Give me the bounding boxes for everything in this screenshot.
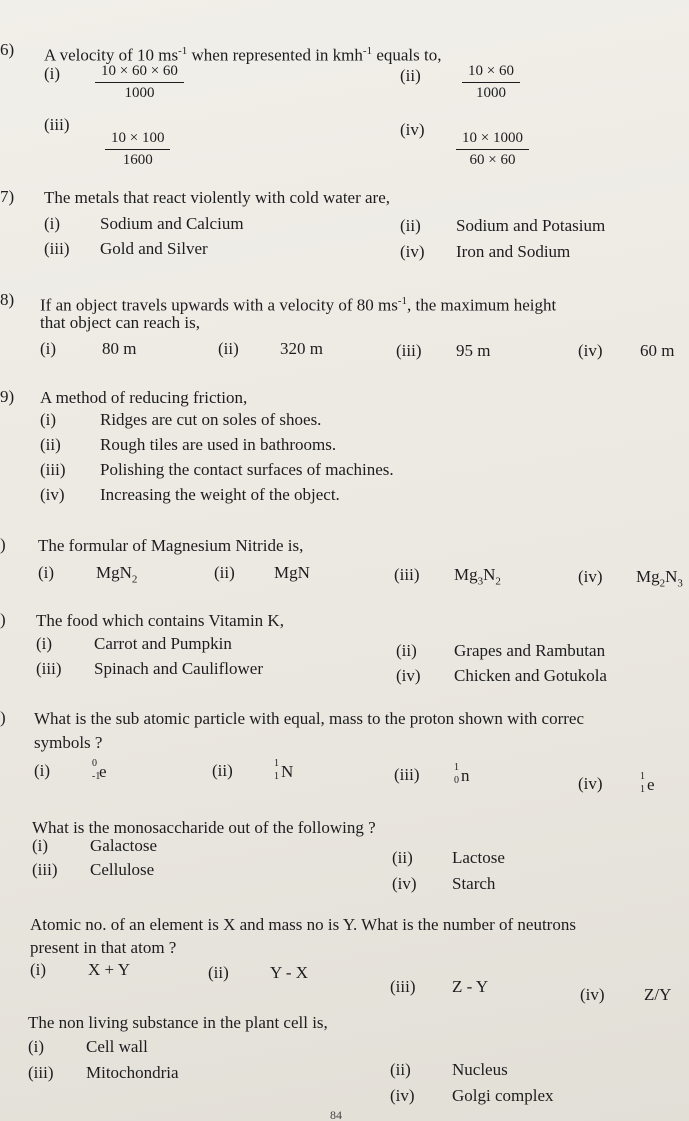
- isotope-symbol: 1 1 N: [274, 758, 294, 783]
- option: (ii) Sodium and Potasium: [400, 216, 606, 235]
- question-text: The food which contains Vitamin K,: [36, 611, 284, 630]
- option: (i) Galactose: [32, 836, 158, 855]
- fraction-option-2: $\frac{10 \times 60}{1000}$: [462, 63, 520, 102]
- option: (iii) Mitochondria: [28, 1063, 179, 1082]
- option: (ii) Grapes and Rambutan: [396, 641, 606, 660]
- question-text: The metals that react violently with cold water are,: [44, 188, 391, 207]
- question-number: ): [0, 535, 6, 554]
- fraction-option-3: $\frac{10 \times 100}{1600}$: [105, 130, 170, 169]
- option-label: (iv): [400, 120, 425, 139]
- question-text: What is the sub atomic particle with equal, mass to the proton shown with correc: [34, 709, 585, 728]
- option: (iii) Spinach and Cauliflower: [36, 659, 264, 678]
- option: (i) Sodium and Calcium: [44, 214, 244, 233]
- option: (i) Ridges are cut on soles of shoes.: [40, 410, 322, 429]
- question-text: Atomic no. of an element is X and mass no is Y. What is the number of neutrons: [30, 915, 576, 934]
- option: (ii) Y - X: [208, 963, 309, 982]
- question-text-line2: symbols ?: [34, 733, 103, 752]
- option: (ii) Rough tiles are used in bathrooms.: [40, 435, 337, 454]
- isotope-symbol: 1 0 n: [454, 762, 470, 787]
- option: (i) MgN$_2$: [38, 563, 138, 586]
- question-number: ): [0, 708, 6, 727]
- fraction-option-1: $\frac{10 \times 60 \times 60}{1000}$: [95, 63, 184, 102]
- option: (i) Cell wall: [28, 1037, 148, 1056]
- question-text-line2: that object can reach is,: [40, 313, 201, 332]
- question-number: 7): [0, 187, 15, 206]
- option: (i) X + Y: [30, 960, 131, 979]
- fraction-option-4: $\frac{10 \times 1000}{60 \times 60}$: [456, 130, 529, 169]
- option: (iv) Starch: [392, 874, 496, 893]
- option: (ii) 320 m: [218, 339, 323, 358]
- option: (iv) 60 m: [578, 341, 675, 360]
- option: (iv) Increasing the weight of the object.: [40, 485, 340, 504]
- option-label: (ii): [400, 66, 421, 85]
- question-text: The formular of Magnesium Nitride is,: [38, 536, 304, 555]
- option: (iii) Cellulose: [32, 860, 155, 879]
- option: (iii) 95 m: [396, 341, 491, 360]
- question-number: 8): [0, 290, 15, 309]
- isotope-symbol: 1 1 e: [640, 771, 655, 796]
- option: (i) 80 m: [40, 339, 137, 358]
- option: (ii) Nucleus: [390, 1060, 508, 1079]
- option-label: (iii): [44, 115, 70, 134]
- option: (iv) Chicken and Gotukola: [396, 666, 607, 685]
- page-number: 84: [330, 1108, 342, 1121]
- option-label: (i): [44, 64, 61, 83]
- question-text: The non living substance in the plant cell is,: [28, 1013, 328, 1032]
- isotope-symbol: 0 -1 e: [92, 758, 107, 783]
- question-number: 9): [0, 387, 15, 406]
- question-number: ): [0, 610, 6, 629]
- option: (i) 0 -1 e: [34, 761, 114, 782]
- option: (ii) 1 1 N: [212, 761, 296, 782]
- option: (iii) $Mg_3N_2$: [394, 565, 501, 588]
- option: (iii) Z - Y: [390, 977, 489, 996]
- option: (iv) Golgi complex: [390, 1086, 554, 1105]
- question-text-line2: present in that atom ?: [30, 938, 177, 957]
- option: (i) Carrot and Pumpkin: [36, 634, 232, 653]
- option: (iii) 1 0 n: [394, 765, 476, 786]
- option: (ii) Lactose: [392, 848, 505, 867]
- option: (iv) Iron and Sodium: [400, 242, 571, 261]
- option: (iv) Z/Y: [580, 985, 672, 1004]
- option: (ii) MgN: [214, 563, 310, 582]
- question-number: 6): [0, 40, 15, 59]
- question-text: A method of reducing friction,: [40, 388, 248, 407]
- option: (iv) 1 1 e: [578, 774, 662, 795]
- question-text: If an object travels upwards with a velocity of 80 $ms^{-1}$, the maximum height: [40, 295, 557, 315]
- option: (iii) Polishing the contact surfaces of machines.: [40, 460, 394, 479]
- question-text: What is the monosaccharide out of the following ?: [32, 818, 376, 837]
- question-text: A velocity of 10 $ms^{-1}$ when represented in kmh$^{-1}$ equals to,: [44, 45, 442, 65]
- option: (iv) $Mg_2N_3$: [578, 567, 683, 590]
- option: (iii) Gold and Silver: [44, 239, 208, 258]
